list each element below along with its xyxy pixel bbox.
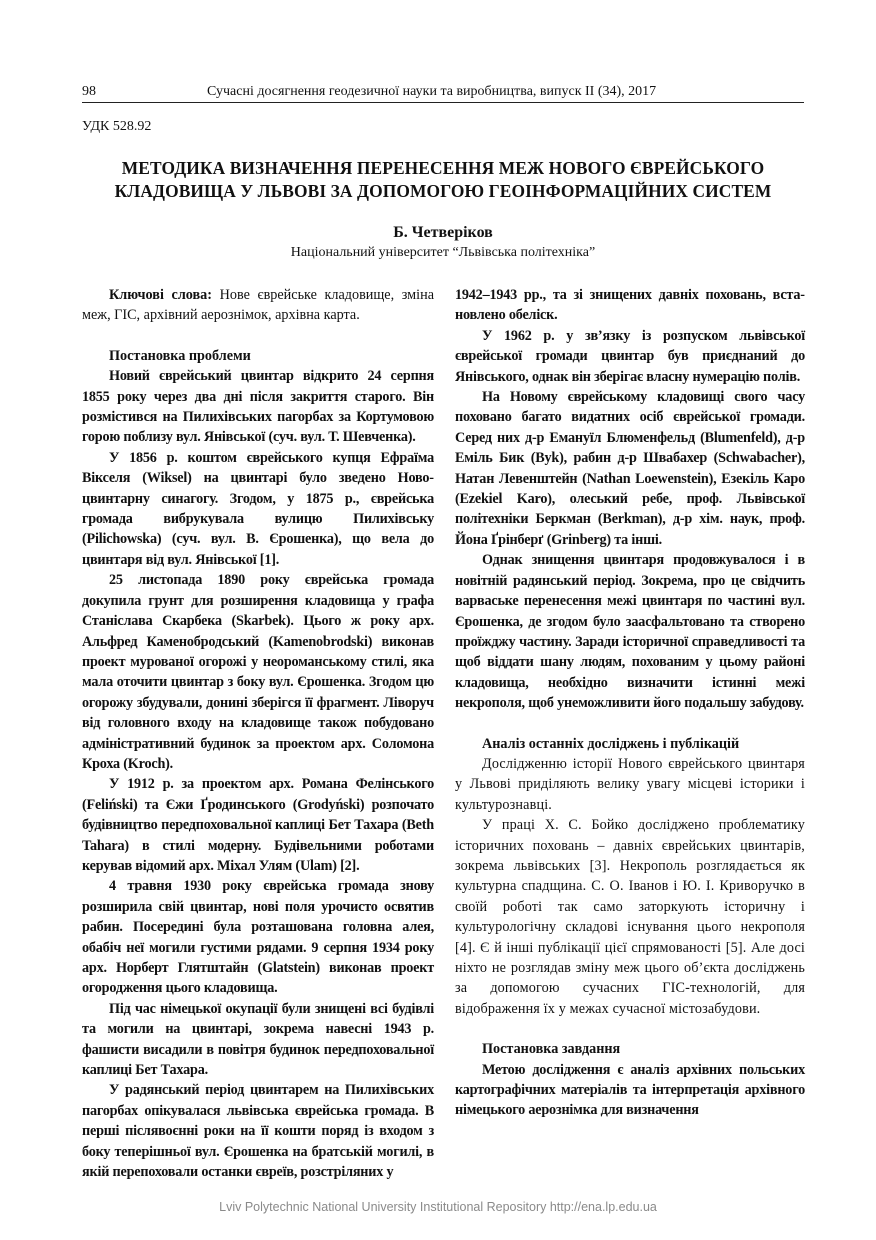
paragraph: Метою дослідження є аналіз архівних польських картографічних матеріалів та інтерпретація архівного німецького аерознімка для визначення — [455, 1061, 805, 1119]
udk-code: УДК 528.92 — [82, 119, 152, 134]
paragraph: Під час німецької окупації були знищені всі будівлі та могили на цвинтарі, зокрема навесні 1943 р. фашисти висадили в повітря будинок передпоховальної каплиці Бет Тахара. — [82, 1000, 434, 1079]
repository-footer: Lviv Polytechnic National University Institutional Repository http://ena.lp.edu.ua — [219, 1200, 657, 1214]
paragraph: У 1962 р. у зв’язку із розпуском львівської єврейської громади цвинтар був приєднаний до Янівського, однак він зберігає власну нумерацію полів. — [455, 327, 805, 385]
paragraph: Дослідженню історії Нового єврейського цвинтаря у Львові приділяють велику увагу місцеві історики і культурознавці. — [455, 755, 805, 813]
keywords — [82, 285, 434, 326]
history-text — [455, 285, 805, 714]
paragraph: У 1912 р. за проектом арх. Романа Фелінського (Feliński) та Єжи Ґродинського (Grodyński) розпочато будівництво передпоховальної каплиці Бет Тахара (Beth Tahara) в стилі модерну. Будівельними роботами керував відомий арх. Міхал Улям (Ulam) [2]. — [82, 776, 434, 874]
task-text — [455, 1060, 805, 1121]
paragraph: 25 листопада 1890 року єврейська громада докупила грунт для розширення кладовища у графа Станіслава Скарбека (Skarbek). Цього ж року арх. Альфред Каменобродський (Kamenobrodski) виконав проект мурованої огорожі у неороманському стилі, яка мала оточити цвинтар з боку вул. Єрошенка. Згодом цю огорожу збудували, донині зберігся її фрагмент. Ліворуч від головного входу на кладовище також побудовано адміністративний будинок за проектом арх. Соломона Кроха (Kroch). — [82, 572, 434, 772]
literature-text — [455, 754, 805, 1019]
keywords-label: Ключові слова: — [109, 287, 212, 303]
author: Б. Четверіков — [393, 224, 493, 241]
paper-title-line-2: КЛАДОВИЩА У ЛЬВОВІ ЗА ДОПОМОГОЮ ГЕОІНФОРМАЦІЙНИХ СИСТЕМ — [114, 181, 772, 201]
page-number: 98 — [82, 84, 96, 99]
section-heading-problem: Постановка проблеми — [109, 347, 251, 364]
left-column — [82, 285, 434, 1182]
paragraph: У радянський період цвинтарем на Пилихівських пагорбах опікувалася львівська єврейська громада. В перші післявоєнні роки на її кошти поряд із входом з боку теперішньої вул. Єрошенка на братській могилі, в якій перепоховали останки євреїв, розстріляних у — [82, 1082, 434, 1181]
problem-text — [82, 366, 434, 1182]
header-rule — [82, 102, 804, 103]
paragraph: На Новому єврейському кладовищі свого часу поховано багато видатних осіб єврейської громади. Серед них д-р Емануїл Блюменфельд (Blumenfeld), д-р Еміль Бик (Byk), рабин д-р Швабахер (Schwabacher), Натан Левенштейн (Nathan Loewenstein), Езекіль Каро (Ezekiel Karo), олеський ребе, проф. Львівської політехніки Беркман (Berkman), д-р хім. наук, проф. Йона Ґрінберґ (Grinberg) та інші. — [455, 389, 805, 548]
affiliation: Національний університет “Львівська політехніка” — [290, 245, 596, 260]
section-heading-task: Постановка завдання — [482, 1041, 621, 1058]
paper-title-line-1: МЕТОДИКА ВИЗНАЧЕННЯ ПЕРЕНЕСЕННЯ МЕЖ НОВОГО ЄВРЕЙСЬКОГО — [121, 158, 765, 178]
paragraph: У 1856 р. коштом єврейського купця Ефраїма Вікселя (Wiksel) на цвинтарі було зведено Новоцвинтарну синагогу. Згодом, у 1875 р., єврейська громада вибрукувала вулицю Пилихівську (Pilichowska) (суч. вул. В. Єрошенка), що вела до цвинтаря від вул. Янівської [1]. — [82, 449, 434, 568]
paragraph: Однак знищення цвинтаря продовжувалося і в новітній радянський період. Зокрема, про це свідчить варваське перенесення межі цвинтаря по частині вул. Єрошенка, де згодом було заасфальтовано та створено проїжджу частину. Заради історичної справедливості та щоб віддати шану людям, похованим у цьому районі кладовища, необхідно визначити істинні межі некрополя, щоб унеможливити його подальшу забудову. — [455, 552, 805, 712]
journal-title: Сучасні досягнення геодезичної науки та виробництва, випуск ІІ (34), 2017 — [207, 84, 657, 99]
paragraph: 4 травня 1930 року єврейська громада знову розширила свій цвинтар, нові поля урочисто освятив рабин. Посередині була розташована головна алея, обабіч неї могили густими рядами. 9 серпня 1934 року арх. Норберт Глятштайн (Glatstein) виконав проект огородження цього кладовища. — [82, 878, 434, 997]
keywords-text: Нове єврейське кладовище, зміна меж, ГІС, архівний аерознімок, архівна карта. — [82, 287, 434, 324]
paragraph: У праці Х. С. Бойко досліджено проблематику історичних поховань – давніх єврейських цвинтарів, зокрема львівських [3]. Некрополь розглядається як культурна спадщина. С. О. Іванов і Ю. І. Криворучко в своїй роботі так само заторкують історичну і культурологічну складові існування цього некрополя [4]. Є й інші публікації цієї спрямованості [5]. Але досі ніхто не розглядав зміну меж цього об’єкта досліджень за допомогою сучасних ГІС-технологій, для відображення їх у межах сучасної містозабудови. — [455, 817, 805, 1017]
paragraph-continuation: 1942–1943 рр., та зі знищених давніх поховань, встановлено обеліск. — [455, 287, 805, 324]
right-column — [455, 285, 805, 1121]
section-heading-literature: Аналіз останніх досліджень і публікацій — [482, 735, 740, 752]
paragraph: Новий єврейський цвинтар відкрито 24 серпня 1855 року через два дні після закриття старого. Він розмістився на Пилихівських пагорбах за Кортумовою горою поблизу вул. Янівської (суч. вул. Т. Шевченка). — [82, 368, 434, 446]
